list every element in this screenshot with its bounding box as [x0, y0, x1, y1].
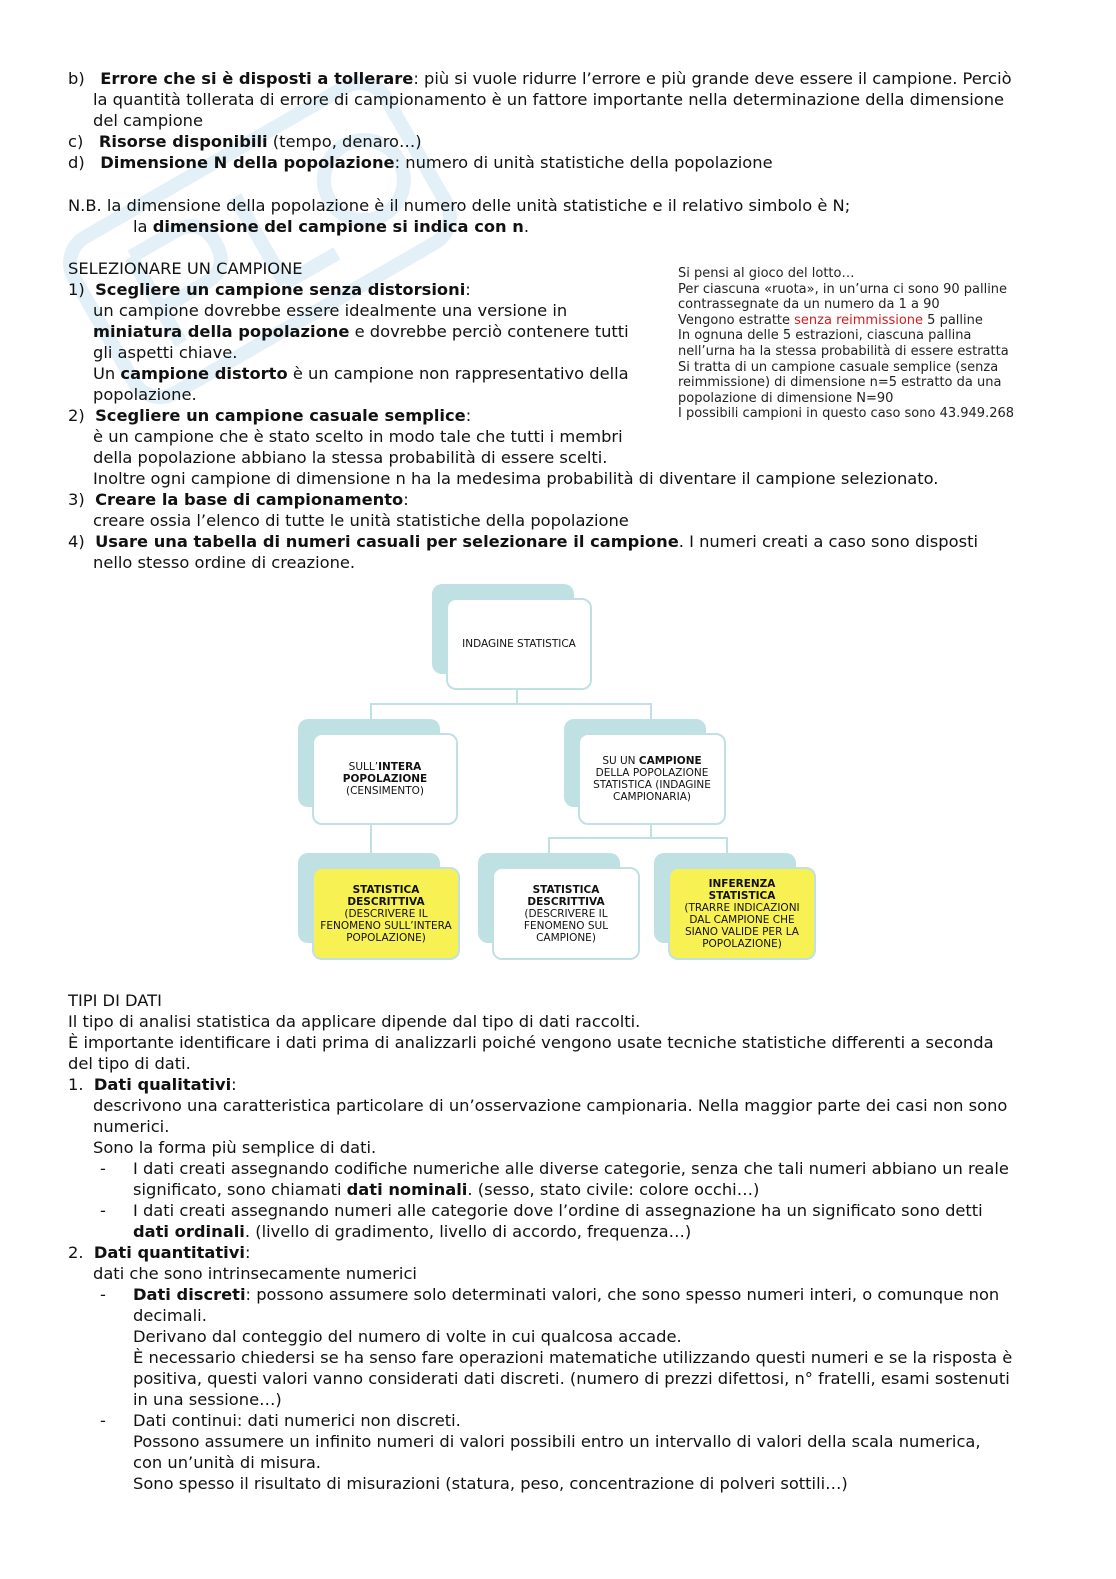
sel-item-1-line5: [93, 363, 629, 384]
sel-item-4: [68, 531, 978, 552]
sel-item-4-title: Usare una tabella di numeri casuali per selezionare il campione: [95, 532, 679, 551]
sel-item-4-line2: nello stesso ordine di creazione.: [93, 553, 356, 572]
sel-item-2-line2: è un campione che è stato scelto in modo tale che tutti i membri: [93, 427, 623, 446]
node-inferenza-statistica: [668, 867, 816, 960]
sel-item-1-line3: [93, 321, 629, 342]
nominali-line2: [133, 1179, 759, 1200]
sel-item-2-title: Scegliere un campione casuale semplice: [95, 406, 466, 425]
node-statistica-descrittiva-popolazione: [312, 867, 460, 960]
sel-item-1-line2: un campione dovrebbe essere idealmente una versione in: [93, 301, 568, 320]
indagine-statistica-diagram: [298, 582, 818, 964]
ql4: Sono la forma più semplice di dati.: [93, 1138, 377, 1157]
dash-marker: -: [100, 1201, 106, 1220]
dati-quantitativi: [68, 1242, 250, 1263]
node-indagine-statistica: [446, 598, 592, 690]
bold-text: miniatura della popolazione: [93, 322, 350, 341]
node-label: [498, 884, 634, 944]
continui-line3: con un’unità di misura.: [133, 1453, 321, 1472]
text: (DESCRIVERE IL FENOMENO SULL’INTERA POPOLAZIONE): [320, 907, 452, 944]
sel-item-2: [68, 405, 471, 426]
note-line: I possibili campioni in questo caso sono 43.949.268: [678, 406, 1015, 422]
ql2: descrivono una caratteristica particolare di un’osservazione campionaria. Nella maggior parte dei casi non sono: [93, 1096, 1008, 1115]
note-line: Per ciascuna «ruota», in un’urna ci sono 90 palline: [678, 281, 1008, 297]
tipi-p2b: del tipo di dati.: [68, 1054, 191, 1073]
dash-marker: -: [100, 1285, 106, 1304]
bold-text: dati ordinali: [133, 1222, 245, 1241]
highlight-red: senza reimmissione: [794, 312, 924, 328]
node-label: [318, 761, 452, 797]
discreti-line1: [133, 1284, 999, 1305]
dati-quantitativi-title: Dati quantitativi: [93, 1243, 245, 1262]
bold-text: campione distorto: [120, 364, 288, 383]
text: (TRARRE INDICAZIONI DAL CAMPIONE CHE SIANO VALIDE PER LA POPOLAZIONE): [684, 901, 800, 950]
bold-text: INFERENZA STATISTICA: [708, 877, 776, 902]
nominali-line1: I dati creati assegnando codifiche numeriche alle diverse categorie, senza che tali numeri abbiano un reale: [133, 1159, 1009, 1178]
text: . (livello di gradimento, livello di accordo, frequenza…): [244, 1222, 692, 1241]
dati-qualitativi: [68, 1074, 237, 1095]
dash-marker: -: [100, 1159, 106, 1178]
sel-item-3: [68, 489, 409, 510]
text: 5 palline: [923, 312, 983, 328]
list-marker: c): [68, 132, 84, 151]
ql3: numerici.: [93, 1117, 170, 1136]
node-label: [584, 755, 720, 803]
colon: :: [465, 280, 471, 299]
connector: [726, 837, 728, 853]
bold-text: Dati discreti: [133, 1285, 246, 1304]
nb-bold: dimensione del campione si indica con n: [152, 217, 524, 236]
note-line: nell’urna ha la stessa probabilità di essere estratta: [678, 343, 1009, 359]
nb-text: la: [133, 217, 153, 236]
item-b-line2: la quantità tollerata di errore di campionamento è un fattore importante nella determinazione della dimensione: [93, 90, 1005, 109]
bold-text: CAMPIONE: [638, 755, 702, 767]
section-title-selezionare: SELEZIONARE UN CAMPIONE: [68, 259, 303, 278]
node-campione-popolazione: [578, 733, 726, 825]
note-line: popolazione di dimensione N=90: [678, 390, 894, 406]
node-label: [674, 878, 810, 950]
discreti-line5: positiva, questi valori vanno considerati dati discreti. (numero di prezzi difettosi, n° fratelli, esami sostenuti: [133, 1369, 1010, 1388]
item-b-line3: del campione: [93, 111, 203, 130]
note-line: contrassegnate da un numero da 1 a 90: [678, 297, 940, 313]
nb-line2: [133, 216, 529, 237]
discreti-line4: È necessario chiedersi se ha senso fare operazioni matematiche utilizzando questi numeri e se la risposta è: [133, 1348, 1013, 1367]
node-statistica-descrittiva-campione: [492, 867, 640, 960]
connector: [370, 703, 650, 705]
colon: :: [465, 406, 472, 425]
ordinali-line2: [133, 1221, 691, 1242]
sel-item-2-line4: Inoltre ogni campione di dimensione n ha la medesima probabilità di diventare il campione selezionato.: [93, 469, 939, 488]
nl2: dati che sono intrinsecamente numerici: [93, 1264, 417, 1283]
continui-line1: Dati continui: dati numerici non discreti.: [133, 1411, 461, 1430]
ordinali-line1: I dati creati assegnando numeri alle categorie dove l’ordine di assegnazione ha un significato sono detti: [133, 1201, 983, 1220]
list-marker: 1.: [68, 1075, 84, 1094]
text: DELLA POPOLAZIONE STATISTICA (INDAGINE CAMPIONARIA): [593, 767, 711, 803]
nb-period: .: [523, 217, 530, 236]
sel-item-1: [68, 279, 471, 300]
text: (DESCRIVERE IL FENOMENO SUL CAMPIONE): [523, 907, 609, 944]
sel-item-1-title: Scegliere un campione senza distorsioni: [95, 280, 466, 299]
sel-item-2-line3: della popolazione abbiano la stessa probabilità di essere scelti.: [93, 448, 608, 467]
item-c-title: Risorse disponibili: [98, 132, 268, 151]
text: Vengono estratte: [678, 312, 795, 328]
note-line: Si tratta di un campione casuale semplice (senza: [678, 359, 999, 375]
text: significato, sono chiamati: [133, 1180, 347, 1199]
note-line: reimmissione) di dimensione n=5 estratto da una: [678, 375, 1002, 391]
note-line: [678, 313, 1038, 329]
dash-marker: -: [100, 1411, 106, 1430]
colon: :: [231, 1075, 237, 1094]
text: SU UN: [602, 755, 639, 767]
connector: [370, 703, 372, 719]
tipi-p2: È importante identificare i dati prima di analizzarli poiché vengono usate tecniche statistiche differenti a seconda: [68, 1033, 994, 1052]
item-b-title: Errore che si è disposti a tollerare: [100, 69, 414, 88]
sel-item-3-title: Creare la base di campionamento: [95, 490, 404, 509]
node-label: [318, 884, 454, 944]
connector: [548, 837, 726, 839]
node-intera-popolazione: [312, 733, 458, 825]
nb-line1: N.B. la dimensione della popolazione è il numero delle unità statistiche e il relativo simbolo è N;: [68, 196, 851, 215]
bold-text: STATISTICA DESCRITTIVA: [527, 883, 605, 908]
item-d-title: Dimensione N della popolazione: [100, 153, 395, 172]
section-title-tipi-di-dati: TIPI DI DATI: [68, 991, 162, 1010]
text: (CENSIMENTO): [345, 785, 424, 797]
list-marker: 2): [68, 406, 85, 425]
text: e dovrebbe perciò contenere tutti: [349, 322, 629, 341]
text: Un: [93, 364, 121, 383]
list-marker: 3): [68, 490, 85, 509]
item-d-text: : numero di unità statistiche della popolazione: [394, 153, 773, 172]
note-line: In ognuna delle 5 estrazioni, ciascuna pallina: [678, 328, 972, 344]
text: . (sesso, stato civile: colore occhi…): [467, 1180, 760, 1199]
continui-line2: Possono assumere un infinito numeri di valori possibili entro un intervallo di valori della scala numerica,: [133, 1432, 981, 1451]
colon: :: [244, 1243, 251, 1262]
item-c-text: (tempo, denaro…): [267, 132, 422, 151]
dati-qualitativi-title: Dati qualitativi: [93, 1075, 232, 1094]
text: è un campione non rappresentativo della: [287, 364, 629, 383]
sel-item-3-line2: creare ossia l’elenco di tutte le unità statistiche della popolazione: [93, 511, 629, 530]
tipi-p1: Il tipo di analisi statistica da applicare dipende dal tipo di dati raccolti.: [68, 1012, 641, 1031]
bold-text: STATISTICA DESCRITTIVA: [347, 883, 425, 908]
lotto-example-note: [678, 266, 1038, 422]
list-marker: 4): [68, 532, 85, 551]
item-c: [68, 131, 422, 152]
node-label: INDAGINE STATISTICA: [462, 638, 576, 650]
list-marker: 2.: [68, 1243, 84, 1262]
list-marker: b): [68, 69, 85, 88]
bold-text: dati nominali: [346, 1180, 468, 1199]
text: SULL’: [348, 761, 379, 773]
discreti-line6: in una sessione…): [133, 1390, 282, 1409]
item-b-text: : più si vuole ridurre l’errore e più grande deve essere il campione. Perciò: [413, 69, 1012, 88]
discreti-line2: decimali.: [133, 1306, 207, 1325]
sel-item-1-line6: popolazione.: [93, 385, 197, 404]
connector: [548, 837, 550, 853]
connector: [516, 690, 518, 704]
sel-item-1-line4: gli aspetti chiave.: [93, 343, 238, 362]
sel-item-4-text: . I numeri creati a caso sono disposti: [678, 532, 978, 551]
list-marker: d): [68, 153, 85, 172]
bold-text: INTERA POPOLAZIONE: [342, 761, 428, 785]
continui-line4: Sono spesso il risultato di misurazioni (statura, peso, concentrazione di polveri sottili…): [133, 1474, 848, 1493]
colon: :: [403, 490, 409, 509]
text: : possono assumere solo determinati valori, che sono spesso numeri interi, o comunque non: [245, 1285, 1000, 1304]
connector: [370, 825, 372, 853]
discreti-line3: Derivano dal conteggio del numero di volte in cui qualcosa accade.: [133, 1327, 682, 1346]
connector: [650, 703, 652, 719]
note-line: Si pensi al gioco del lotto…: [678, 266, 855, 281]
item-b: [68, 68, 1012, 89]
item-d: [68, 152, 773, 173]
list-marker: 1): [68, 280, 85, 299]
